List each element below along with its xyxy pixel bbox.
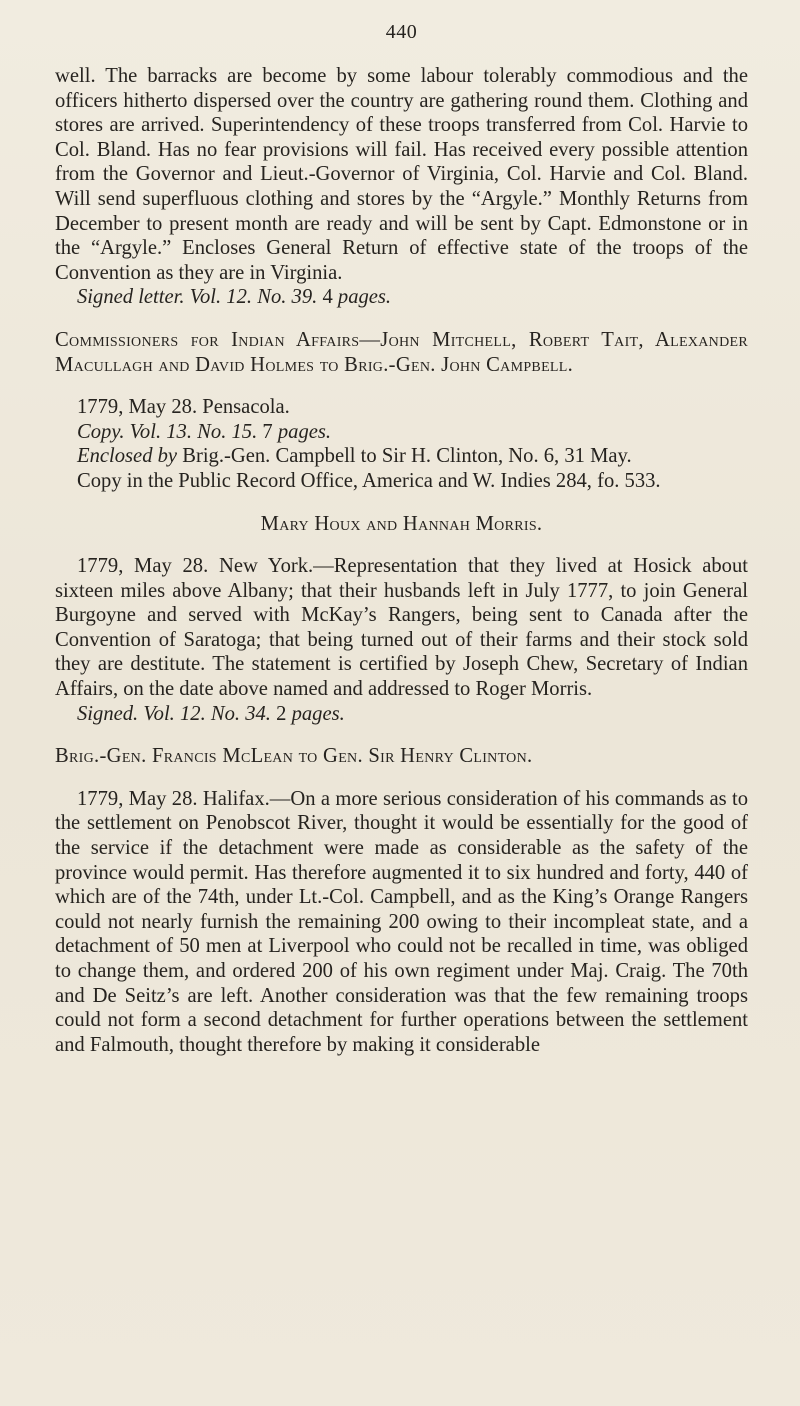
note-pages: 7 pages. [262,420,332,443]
note-vol: Vol. 12. [143,702,206,725]
note-pages: 4 pages. [322,286,392,309]
note-no: No. 15. [197,420,258,443]
enclosed-label: Enclosed by [77,445,178,468]
note-vol: Vol. 12. [189,286,253,309]
entry-3-body: 1779, May 28. New York.—Representation that they lived at Hosick about sixteen miles above Albany; that their husbands left in July 1777, to join General Burgoyne and served with McKay’s Rangers, being sent to Canada after the Convention of Saratoga; that being turned out of their farms and their stock sold they are destitute. The statement is certified by Joseph Chew, Secretary of Indian Affairs, on the date above named and addressed to Roger Morris. [55,555,748,701]
entry-3-source-note [55,702,748,727]
page-number: 440 [385,21,418,43]
note-kind: Signed. [77,702,139,725]
enclosed-rest: Brig.-Gen. Campbell to Sir H. Clinton, No. 6, 31 May. [182,445,632,468]
entry-1-source-note [55,285,748,310]
entry-3-heading: Mary Houx and Hannah Morris. [260,512,543,535]
entry-2-copy-note [55,420,748,445]
note-no: No. 39. [257,286,318,309]
note-no: No. 34. [210,702,271,725]
entry-4-body: 1779, May 28. Halifax.—On a more serious consideration of his commands as to the settlement on Penobscot River, thought it would be essentially for the good of the service if the detachment were made as considerable as the safety of the province would permit. Has therefore augmented it to six hundred and forty, 440 of which are of the 74th, under Lt.-Col. Campbell, and as the King’s Orange Rangers could not nearly furnish the remaining 200 owing to their incompleat state, and a detachment of 50 men at Liverpool who could not be recalled in time, was obliged to change them, and ordered 200 of his own regiment under Maj. Craig. The 70th and De Seitz’s are left. Another consideration was that the few remaining troops could not form a second detachment for further operations between the settlement and Falmouth, thought therefore by making it considerable [55,787,748,1056]
note-pages: 2 pages. [276,702,345,725]
entry-2-date-place: 1779, May 28. Pensacola. [77,396,290,419]
entry-4-heading: Brig.-Gen. Francis McLean to Gen. Sir Henry Clinton. [55,745,533,768]
note-kind: Copy. [77,420,125,443]
entry-2-heading: Commissioners for Indian Affairs—John Mitchell, Robert Tait, Alexander Macullagh and David Holmes to Brig.-Gen. John Campbell. [55,328,748,376]
entry-2-copy-record: Copy in the Public Record Office, America and W. Indies 284, fo. 533. [77,469,661,492]
note-kind: Signed letter. [77,286,185,309]
note-vol: Vol. 13. [129,420,192,443]
entry-2-enclosed-note [55,444,748,469]
entry-continuation-text: well. The barracks are become by some labour tolerably commodious and the officers hitherto dispersed over the country are gathering round them. Clothing and stores are arrived. Superintendency of these troops transferred from Col. Harvie to Col. Bland. Has no fear provisions will fail. Has received every possible attention from the Governor and Lieut.-Governor of Virginia, Col. Harvie and Col. Bland. Will send superfluous clothing and stores by the “Argyle.” Monthly Returns from December to present month are ready and will be sent by Capt. Edmonstone or in the “Argyle.” Encloses General Return of effective state of the troops of the Convention as they are in Virginia. [55,65,748,284]
